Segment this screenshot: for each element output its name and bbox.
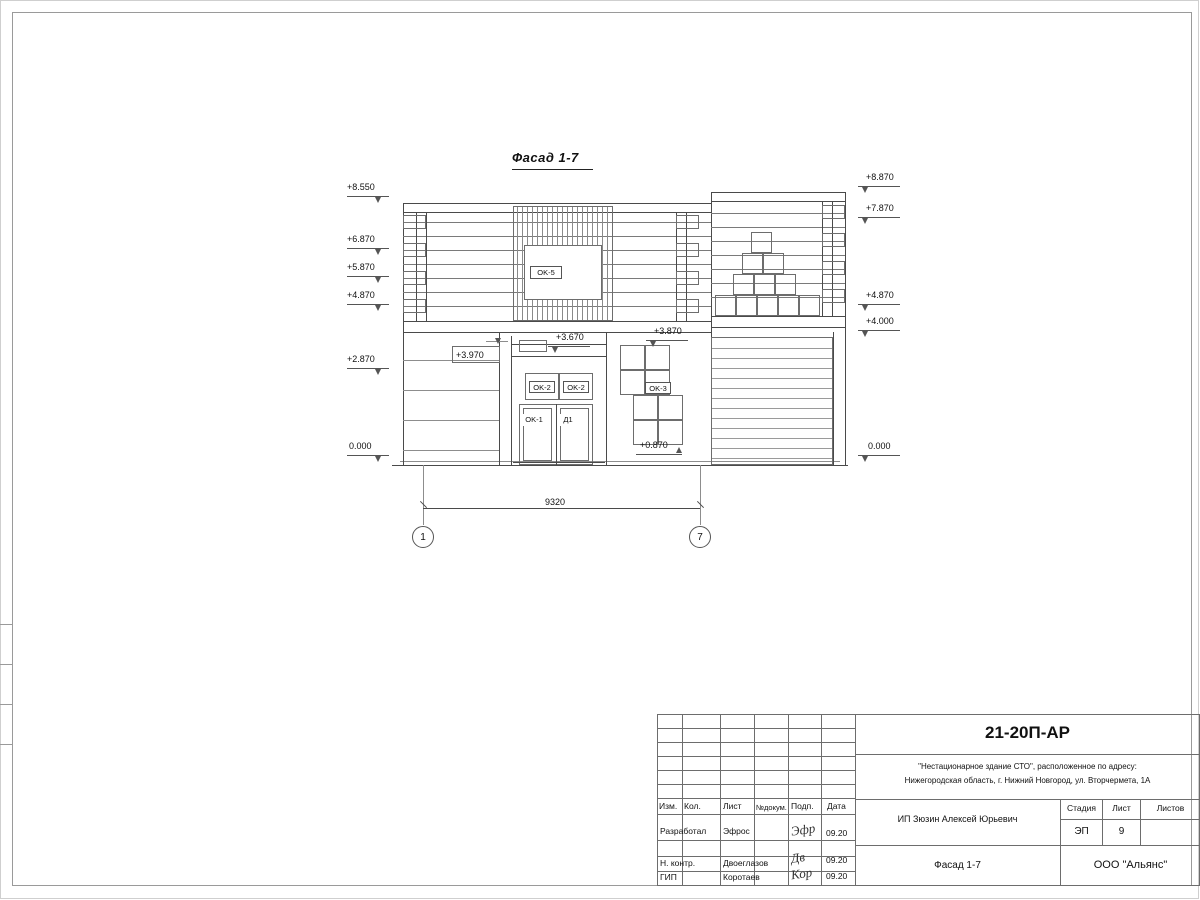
mark-right-4000: +4.000 (866, 316, 894, 326)
stage-label: Стадия (1067, 803, 1096, 813)
object-line-1: "Нестационарное здание СТО", расположенное по адресу: (918, 762, 1137, 771)
mark-inner-3870: +3.870 (654, 326, 682, 336)
window-label-ok5: OK-5 (530, 266, 562, 279)
window-label-ok1: OK-1 (521, 414, 547, 426)
row2-name: Коротаев (723, 872, 760, 882)
axis-bubble-7: 7 (689, 526, 711, 548)
mark-right-4870: +4.870 (866, 290, 894, 300)
window-label-ok2-left: OK-2 (529, 381, 555, 393)
object-line-2: Нижегородская область, г. Нижний Новгород, ул. Вторчермета, 1А (904, 776, 1151, 785)
row2-date: 09.20 (826, 871, 848, 881)
row2-role: ГИП (660, 872, 677, 882)
mark-left-8550: +8.550 (347, 182, 375, 192)
row0-role: Разработал (660, 826, 707, 836)
col-izm: Изм. (659, 801, 678, 811)
row0-date: 09.20 (826, 828, 848, 838)
sheet-label: Лист (1112, 803, 1131, 813)
garage-door-ribs (712, 338, 832, 464)
mark-right-8870: +8.870 (866, 172, 894, 182)
col-ndokum: №докум. (756, 803, 787, 812)
row1-role: Н. контр. (660, 858, 696, 868)
col-data: Дата (827, 801, 846, 811)
row1-date: 09.20 (826, 855, 848, 865)
company-name: ООО "Альянс" (1093, 859, 1168, 871)
drawing-title-underline (512, 169, 593, 170)
drawing-title: Фасад 1-7 (512, 150, 579, 165)
row1-signature: Дв (789, 849, 806, 866)
mark-left-0000: 0.000 (349, 441, 372, 451)
canopy-detail (519, 340, 547, 352)
mark-left-4870: +4.870 (347, 290, 375, 300)
sheet-value: 9 (1118, 826, 1125, 837)
sheet-name: Фасад 1-7 (934, 860, 981, 871)
row2-signature: Кор (789, 864, 814, 883)
mark-inner-3670: +3.670 (556, 332, 584, 342)
row0-signature: Эфр (790, 820, 817, 839)
window-label-ok3: OK-3 (645, 382, 671, 394)
door-label-d1: Д1 (558, 414, 578, 426)
mark-left-2870: +2.870 (347, 354, 375, 364)
sheet-margin-strip (0, 12, 12, 886)
customer-name: ИП Зюзин Алексей Юрьевич (897, 814, 1018, 824)
axis-bubble-1: 1 (412, 526, 434, 548)
row0-name: Эфрос (723, 826, 750, 836)
mark-inner-3970: +3.970 (456, 350, 484, 360)
col-list: Лист (723, 801, 742, 811)
mark-right-7870: +7.870 (866, 203, 894, 213)
window-label-ok2-right: OK-2 (563, 381, 589, 393)
row1-name: Двоеглазов (723, 858, 769, 868)
mark-left-5870: +5.870 (347, 262, 375, 272)
col-podp: Подп. (791, 801, 814, 811)
project-code: 21-20П-АР (985, 723, 1070, 742)
mark-left-6870: +6.870 (347, 234, 375, 244)
title-block (657, 714, 1200, 886)
col-kol: Кол. (684, 801, 701, 811)
mark-inner-0870: +0.870 (640, 440, 668, 450)
dimension-value: 9320 (545, 497, 566, 507)
mark-right-0000: 0.000 (868, 441, 891, 451)
sheets-label: Листов (1156, 803, 1185, 813)
stage-value: ЭП (1074, 826, 1089, 837)
